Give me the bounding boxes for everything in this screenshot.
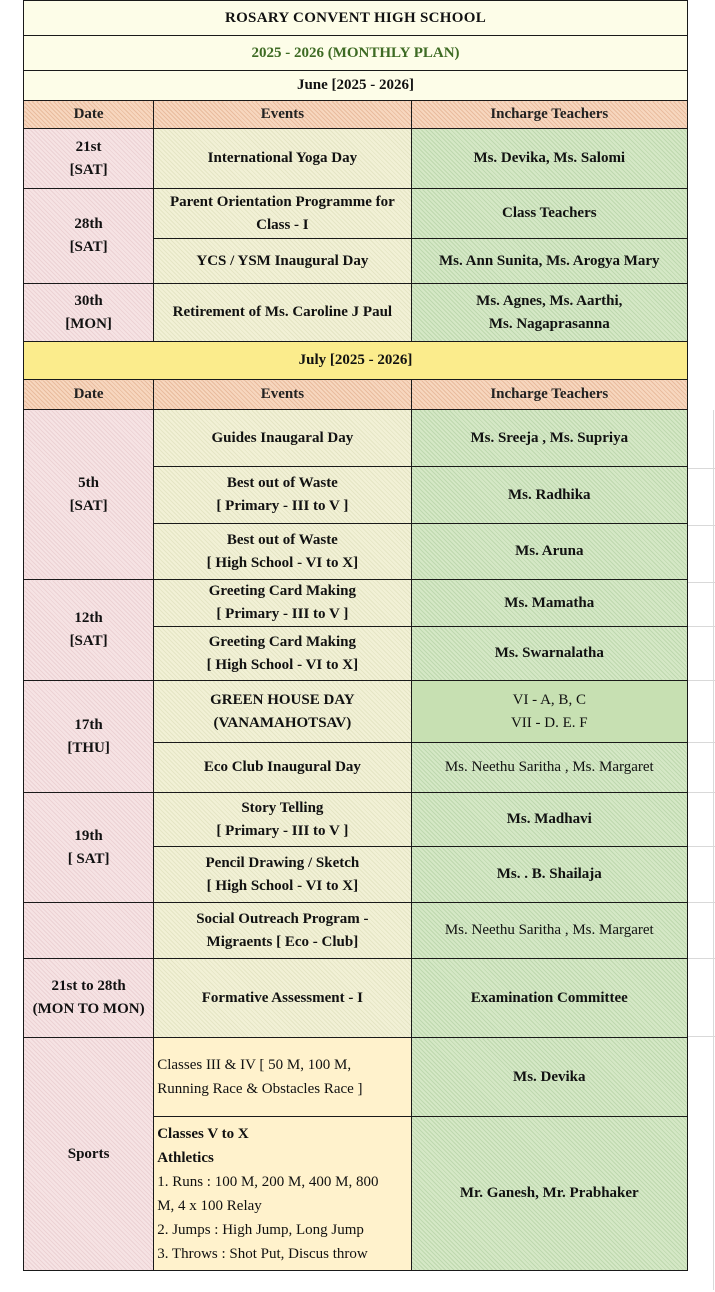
event-line: 1. Runs : 100 M, 200 M, 400 M, 800 [157,1173,379,1190]
july-title-row [24,342,688,380]
incharge-cell: Ms. . B. Shailaja [411,847,687,903]
june-title-row [24,71,688,101]
event-line: Running Race & Obstacles Race ] [157,1081,363,1097]
events-header: Events [154,101,411,129]
date-cell [24,129,154,189]
table-row [24,129,688,189]
table-row [24,793,688,847]
date-weekday: [THU] [67,739,110,756]
date-cell [24,903,154,959]
table-row [24,903,688,959]
incharge-line: VII - D. E. F [510,714,588,731]
date-weekday: [SAT] [69,239,108,255]
event-line: Classes III & IV [ 50 M, 100 M, [157,1057,352,1073]
event-line: [ Primary - III to V ] [216,606,349,622]
june-title: June [2025 - 2026] [24,71,688,101]
event-cell [154,580,411,627]
event-line: Greeting Card Making [208,583,356,599]
incharge-cell [411,681,687,743]
date-cell [24,959,154,1038]
date-cell: Sports [24,1038,154,1271]
event-line: GREEN HOUSE DAY [210,691,355,708]
incharge-cell: Ms. Neethu Saritha , Ms. Margaret [411,743,687,793]
date-day: 28th [74,216,103,232]
event-line: 3. Throws : Shot Put, Discus throw [157,1245,368,1262]
event-line: [ Primary - III to V ] [216,822,349,839]
date-cell [24,284,154,342]
sheet-gridlines [688,410,715,1290]
event-line: (VANAMAHOTSAV) [213,714,352,731]
date-weekday: [MON] [65,315,112,332]
event-line: [ High School - VI to X] [206,656,359,673]
event-cell: Eco Club Inaugural Day [154,743,411,793]
event-cell [154,847,411,903]
incharge-cell: Ms. Sreeja , Ms. Supriya [411,410,687,467]
plan-title: 2025 - 2026 (MONTHLY PLAN) [24,36,688,71]
date-day: 12th [74,610,103,626]
event-cell: Formative Assessment - I [154,959,411,1038]
incharge-cell: Ms. Neethu Saritha , Ms. Margaret [411,903,687,959]
school-name: ROSARY CONVENT HIGH SCHOOL [24,1,688,36]
date-weekday: [SAT] [69,161,108,178]
table-row [24,681,688,743]
incharge-line: Ms. Nagaprasanna [488,315,610,332]
date-cell [24,410,154,580]
event-cell [154,903,411,959]
incharge-cell: Ms. Ann Sunita, Ms. Arogya Mary [411,239,687,284]
event-line: Best out of Waste [226,531,338,548]
table-row [24,580,688,627]
date-weekday: (MON TO MON) [32,1001,145,1017]
incharge-cell: Ms. Devika, Ms. Salomi [411,129,687,189]
event-cell [154,467,411,524]
date-day: 17th [74,716,103,733]
incharge-header: Incharge Teachers [411,380,687,410]
event-line: [ High School - VI to X] [206,554,359,571]
event-line: 2. Jumps : High Jump, Long Jump [157,1221,364,1238]
table-row [24,410,688,467]
incharge-line: VI - A, B, C [512,691,586,708]
school-title-row [24,1,688,36]
date-weekday: [SAT] [69,633,108,649]
date-cell [24,580,154,681]
july-title: July [2025 - 2026] [24,342,688,380]
date-day: 19th [74,827,103,844]
incharge-cell: Ms. Radhika [411,467,687,524]
event-cell: Retirement of Ms. Caroline J Paul [154,284,411,342]
date-cell [24,189,154,284]
date-cell [24,793,154,903]
event-line: Social Outreach Program - [196,910,369,927]
event-line: M, 4 x 100 Relay [157,1197,262,1214]
table-row [24,189,688,239]
incharge-cell: Mr. Ganesh, Mr. Prabhaker [411,1117,687,1271]
incharge-cell: Ms. Madhavi [411,793,687,847]
incharge-header: Incharge Teachers [411,101,687,129]
event-line: Greeting Card Making [208,633,356,650]
date-day: 30th [74,292,103,309]
event-line: Parent Orientation Programme for [169,193,395,210]
incharge-cell: Examination Committee [411,959,687,1038]
plan-title-row [24,36,688,71]
event-cell [154,1038,411,1117]
june-header-row [24,101,688,129]
event-line: [ Primary - III to V ] [216,498,349,514]
event-cell [154,681,411,743]
date-header: Date [24,101,154,129]
date-weekday: [SAT] [69,497,108,514]
date-day: 5th [78,474,100,491]
incharge-line: Ms. Agnes, Ms. Aarthi, [476,292,623,309]
events-header: Events [154,380,411,410]
event-line: Story Telling [241,799,324,816]
event-line: Pencil Drawing / Sketch [205,854,360,871]
incharge-cell: Class Teachers [411,189,687,239]
event-cell: Guides Inaugaral Day [154,410,411,467]
incharge-cell: Ms. Devika [411,1038,687,1117]
date-header: Date [24,380,154,410]
event-cell [154,1117,411,1271]
incharge-cell: Ms. Aruna [411,524,687,580]
event-line: Class - I [256,216,309,233]
event-line: Athletics [157,1149,214,1166]
date-weekday: [ SAT] [67,850,110,867]
date-cell [24,681,154,793]
event-cell [154,627,411,681]
event-line: Best out of Waste [226,475,338,491]
event-line: Classes V to X [157,1125,249,1142]
event-cell: International Yoga Day [154,129,411,189]
monthly-plan-table [23,0,688,1271]
event-cell [154,524,411,580]
event-line: Migraents [ Eco - Club] [206,933,359,950]
incharge-cell [411,284,687,342]
event-cell [154,793,411,847]
incharge-cell: Ms. Mamatha [411,580,687,627]
table-row [24,959,688,1038]
july-header-row [24,380,688,410]
incharge-cell: Ms. Swarnalatha [411,627,687,681]
event-cell [154,189,411,239]
event-line: [ High School - VI to X] [206,877,359,894]
table-row [24,1038,688,1117]
event-cell: YCS / YSM Inaugural Day [154,239,411,284]
date-day: 21st to 28th [51,978,126,994]
date-day: 21st [75,138,102,155]
table-row [24,284,688,342]
